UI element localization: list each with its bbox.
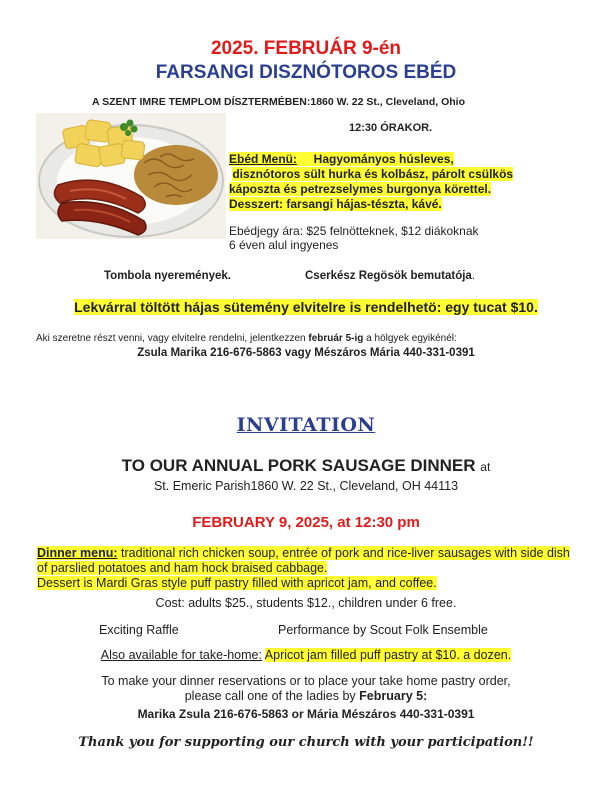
english-contact-line1: To make your dinner reservations or to place your take home pastry order, (101, 674, 511, 688)
hungarian-time: 12:30 ÓRAKOR. (349, 122, 433, 134)
hungarian-price-line2: 6 éven alul ingyenes (229, 238, 339, 252)
hungarian-price (229, 224, 579, 252)
hungarian-menu-line1: Hagyományos húsleves, (313, 152, 454, 166)
hungarian-scout-text: Cserkész Regösök bemutatója (305, 270, 472, 282)
english-contact-line2: please call one of the ladies by (184, 689, 356, 703)
invitation-heading: INVITATION (236, 414, 376, 436)
hungarian-main-title: FARSANGI DISZNÓTOROS EBÉD (155, 62, 457, 83)
english-takeout (0, 648, 612, 662)
english-headline-at: at (480, 460, 491, 474)
english-headline-text: TO OUR ANNUAL PORK SAUSAGE DINNER (121, 456, 476, 475)
english-takeout-text: Apricot jam filled puff pastry at $10. a dozen. (264, 648, 512, 662)
english-dessert: Dessert is Mardi Gras style puff pastry filled with apricot jam, and coffee. (37, 576, 437, 590)
hungarian-contact-post: a hölgyek egyikénél: (366, 333, 457, 344)
english-contact-intro (0, 674, 612, 704)
english-cost: Cost: adults $25., students $12., children under 6 free. (155, 596, 457, 610)
hungarian-menu-label: Ebéd Menü: (229, 152, 297, 166)
hungarian-contact-deadline: február 5-ig (308, 333, 364, 344)
english-menu-label: Dinner menu: (37, 546, 118, 560)
hungarian-contact-names: Zsula Marika 216-676-5863 vagy Mészáros Mária 440-331-0391 (137, 347, 475, 359)
thank-you-note: Thank you for supporting our church with your participation!! (78, 735, 534, 750)
hungarian-menu-line3: káposzta és petrezselymes burgonya körettel. (229, 182, 492, 196)
english-contact-deadline: February 5: (359, 689, 428, 703)
english-raffle: Exciting Raffle (99, 623, 179, 637)
hungarian-menu-line2: disznótoros sült hurka és kolbász, párolt csülkös (232, 167, 514, 181)
english-date: FEBRUARY 9, 2025, at 12:30 pm (192, 514, 420, 531)
hungarian-scout-period: . (471, 270, 476, 282)
hungarian-scout-performance (305, 270, 475, 282)
hungarian-takeout (0, 299, 612, 315)
plate-of-sausages-cabbage-potatoes-icon (36, 113, 226, 239)
hungarian-raffle: Tombola nyeremények. (104, 270, 231, 282)
hungarian-menu (229, 152, 579, 212)
hungarian-contact-intro (36, 333, 457, 344)
english-headline (0, 456, 612, 476)
hungarian-contact-pre: Aki szeretne részt venni, vagy elvitelre rendelni, jelentkezzen (36, 333, 306, 344)
hungarian-date-title: 2025. FEBRUÁR 9-én (210, 38, 402, 59)
hungarian-takeout-text: Lekvárral töltött hájas sütemény elvitelre is rendelhetö: egy tucat $10. (74, 299, 538, 315)
english-contact-names: Marika Zsula 216-676-5863 or Mária Mészáros 440-331-0391 (137, 707, 475, 721)
hungarian-price-line1: Ebédjegy ára: $25 felnötteknek, $12 diákoknak (229, 224, 479, 238)
hungarian-dessert: Desszert: farsangi hájas-tészta, kávé. (229, 197, 442, 211)
english-takeout-label: Also available for take-home: (100, 648, 262, 662)
english-scout-performance: Performance by Scout Folk Ensemble (278, 623, 488, 637)
english-venue: St. Emeric Parish1860 W. 22 St., Cleveland, OH 44113 (153, 479, 459, 493)
english-menu-text: traditional rich chicken soup, entrée of pork and rice-liver sausages with side dish of parslied potatoes and ham hock braised cabbage. (37, 546, 570, 575)
english-menu (37, 546, 582, 591)
hungarian-venue: A SZENT IMRE TEMPLOM DÍSZTERMÉBEN:1860 W. 22 St., Cleveland, Ohio (92, 96, 465, 108)
